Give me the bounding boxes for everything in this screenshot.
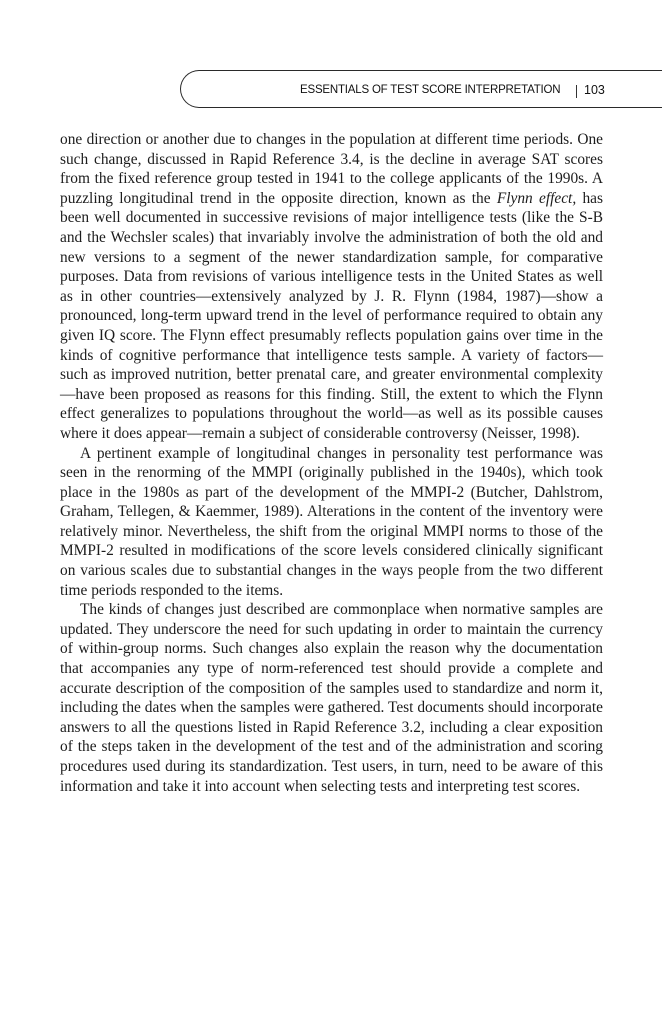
paragraph-1 [60, 130, 603, 444]
page-number: 103 [584, 83, 605, 97]
paragraph-1-text-before: one direction or another due to changes in the population at different time periods. One such change, discussed in Rapid Reference 3.4, is the decline in average SAT scores from the fixed reference group tested in 1941 to the college applicants of the 1990s. A puzzling longitudinal trend in the opposite direction, known as the [60, 131, 603, 207]
running-head-separator [576, 85, 577, 98]
paragraph-3: The kinds of changes just described are commonplace when normative samples are updated. They underscore the need for such updating in order to maintain the currency of within-group norms. Such changes also explain the reason why the documentation that accompanies any type of norm-referenced test should provide a complete and accurate description of the composition of the samples used to standardize and norm it, including the dates when the samples were gathered. Test documents should incorporate answers to all the questions listed in Rapid Reference 3.2, including a clear exposition of the steps taken in the development of the test and of the administration and scoring procedures used during its standardization. Test users, in turn, need to be aware of this information and take it into account when selecting tests and interpreting test scores. [60, 601, 603, 795]
body-text [60, 130, 603, 796]
paragraph-1-text-after: has been well documented in successive revisions of major intelligence tests (like the S-B and the Wechsler scales) that invariably involve the administration of both the old and new versions to a segment of the newer standardization sample, for comparative purposes. Data from revisions of various intelligence tests in the United States as well as in other countries—extensively analyzed by J. R. Flynn (1984, 1987)—show a pronounced, long-term upward trend in the level of performance required to obtain any given IQ score. The Flynn effect presumably reflects population gains over time in the kinds of cognitive performance that intelligence tests sample. A variety of factors—such as improved nutrition, better prenatal care, and greater environmental complexity—have been proposed as reasons for this finding. Still, the extent to which the Flynn effect generalizes to populations throughout the world—as well as its possible causes where it does appear—remain a subject of considerable controversy (Neisser, 1998). [60, 189, 603, 442]
flynn-effect-term: Flynn effect, [496, 189, 577, 207]
running-head-title: ESSENTIALS OF TEST SCORE INTERPRETATION [300, 84, 561, 96]
paragraph-2: A pertinent example of longitudinal changes in personality test performance was seen in the renorming of the MMPI (originally published in the 1940s), which took place in the 1980s as part of the development of the MMPI-2 (Butcher, Dahlstrom, Graham, Tellegen, & Kaemmer, 1989). Alterations in the content of the inventory were relatively minor. Nevertheless, the shift from the original MMPI norms to those of the MMPI-2 resulted in modifications of the score levels considered clinically significant on various scales due to substantial changes in the ways people from the two different time periods responded to the items. [60, 444, 603, 599]
